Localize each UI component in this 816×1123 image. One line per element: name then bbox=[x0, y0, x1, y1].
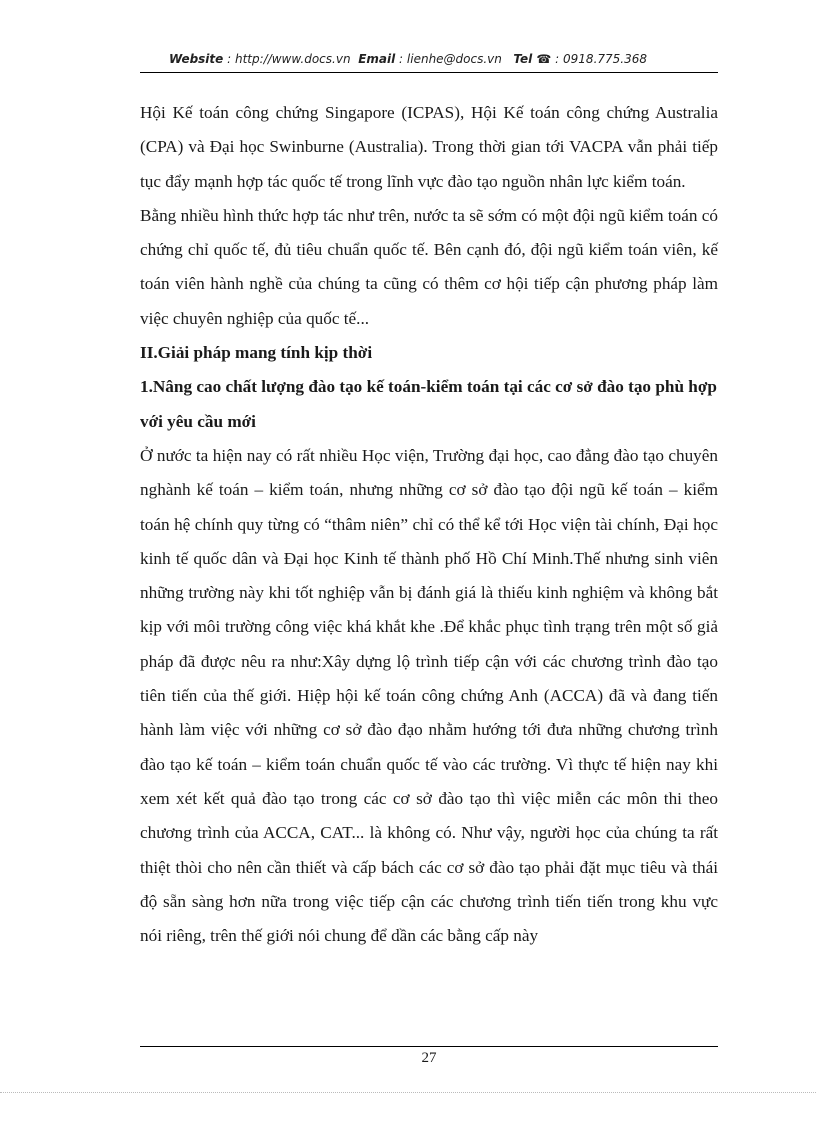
body-paragraph-2: Bằng nhiều hình thức hợp tác như trên, nước ta sẽ sớm có một đội ngũ kiểm toán có chứng chỉ quốc tế, đủ tiêu chuẩn quốc tế. Bên cạnh đó, đội ngũ kiểm toán viên, kế toán viên hành nghề của chúng ta cũng có thêm cơ hội tiếp cận phương pháp làm việc chuyên nghiệp của quốc tế... bbox=[140, 205, 718, 328]
tel-label: Tel ☎ bbox=[513, 52, 552, 66]
page-header bbox=[0, 52, 816, 66]
email-value: : lienhe@docs.vn bbox=[395, 52, 502, 66]
section-heading: II.Giải pháp mang tính kịp thời bbox=[140, 343, 373, 363]
footer-divider bbox=[140, 1046, 718, 1047]
website-label: Website bbox=[168, 52, 224, 66]
body-paragraph-3: Ở nước ta hiện nay có rất nhiều Học viện, Trường đại học, cao đẳng đào tạo chuyên nghành kế toán – kiểm toán, nhưng những cơ sở đào tạo đội ngũ kế toán – kiểm toán hệ chính quy từng có “thâm niên” chỉ có thể kể tới Học viện tài chính, Đại học kinh tế quốc dân và Đại học Kinh tế thành phố Hồ Chí Minh.Thế nhưng sinh viên những trường này khi tốt nghiệp vẫn bị đánh giá là thiếu kinh nghiệm và không bắt kịp với môi trường công việc khá khắt khe .Để khắc phục tình trạng trên một số giả pháp đã được nêu ra như:Xây dựng lộ trình tiếp cận với các chương trình đào tạo tiên tiến của thế giới. Hiệp hội kế toán công chứng Anh (ACCA) đã và đang tiến hành làm việc với những cơ sở đào đạo nhằm hướng tới đưa những chương trình đào tạo kế toán – kiểm toán chuẩn quốc tế vào các trường. Vì thực tế hiện nay khi xem xét kết quả đào tạo trong các cơ sở đào tạo thì việc miễn các môn thi theo chương trình của ACCA, CAT... là không có. Như vậy, người học của chúng ta rất thiệt thòi cho nên cần thiết và cấp bách các cơ sở đào tạo phải đặt mục tiêu và thái độ sẵn sàng hơn nữa trong việc tiếp cận các chương trình tiến tiến trong khu vực nói riêng, trên thế giới nói chung để dần các bằng cấp này bbox=[140, 445, 718, 946]
header-divider bbox=[140, 72, 718, 73]
page-edge-divider bbox=[0, 1092, 816, 1093]
body-paragraph-1: Hội Kế toán công chứng Singapore (ICPAS), Hội Kế toán công chứng Australia (CPA) và Đại học Swinburne (Australia). Trong thời gian tới VACPA vẫn phải tiếp tục đẩy mạnh hợp tác quốc tế trong lĩnh vực đào tạo nguồn nhân lực kiểm toán. bbox=[140, 103, 718, 191]
tel-value: : 0918.775.368 bbox=[551, 52, 648, 66]
email-label: Email bbox=[358, 52, 396, 66]
page-number: 27 bbox=[421, 1050, 437, 1066]
website-value: : http://www.docs.vn bbox=[223, 52, 351, 66]
document-body bbox=[140, 96, 718, 953]
subsection-heading: 1.Nâng cao chất lượng đào tạo kế toán-kiểm toán tại các cơ sở đào tạo phù hợp với yêu cầu mới bbox=[140, 377, 717, 431]
